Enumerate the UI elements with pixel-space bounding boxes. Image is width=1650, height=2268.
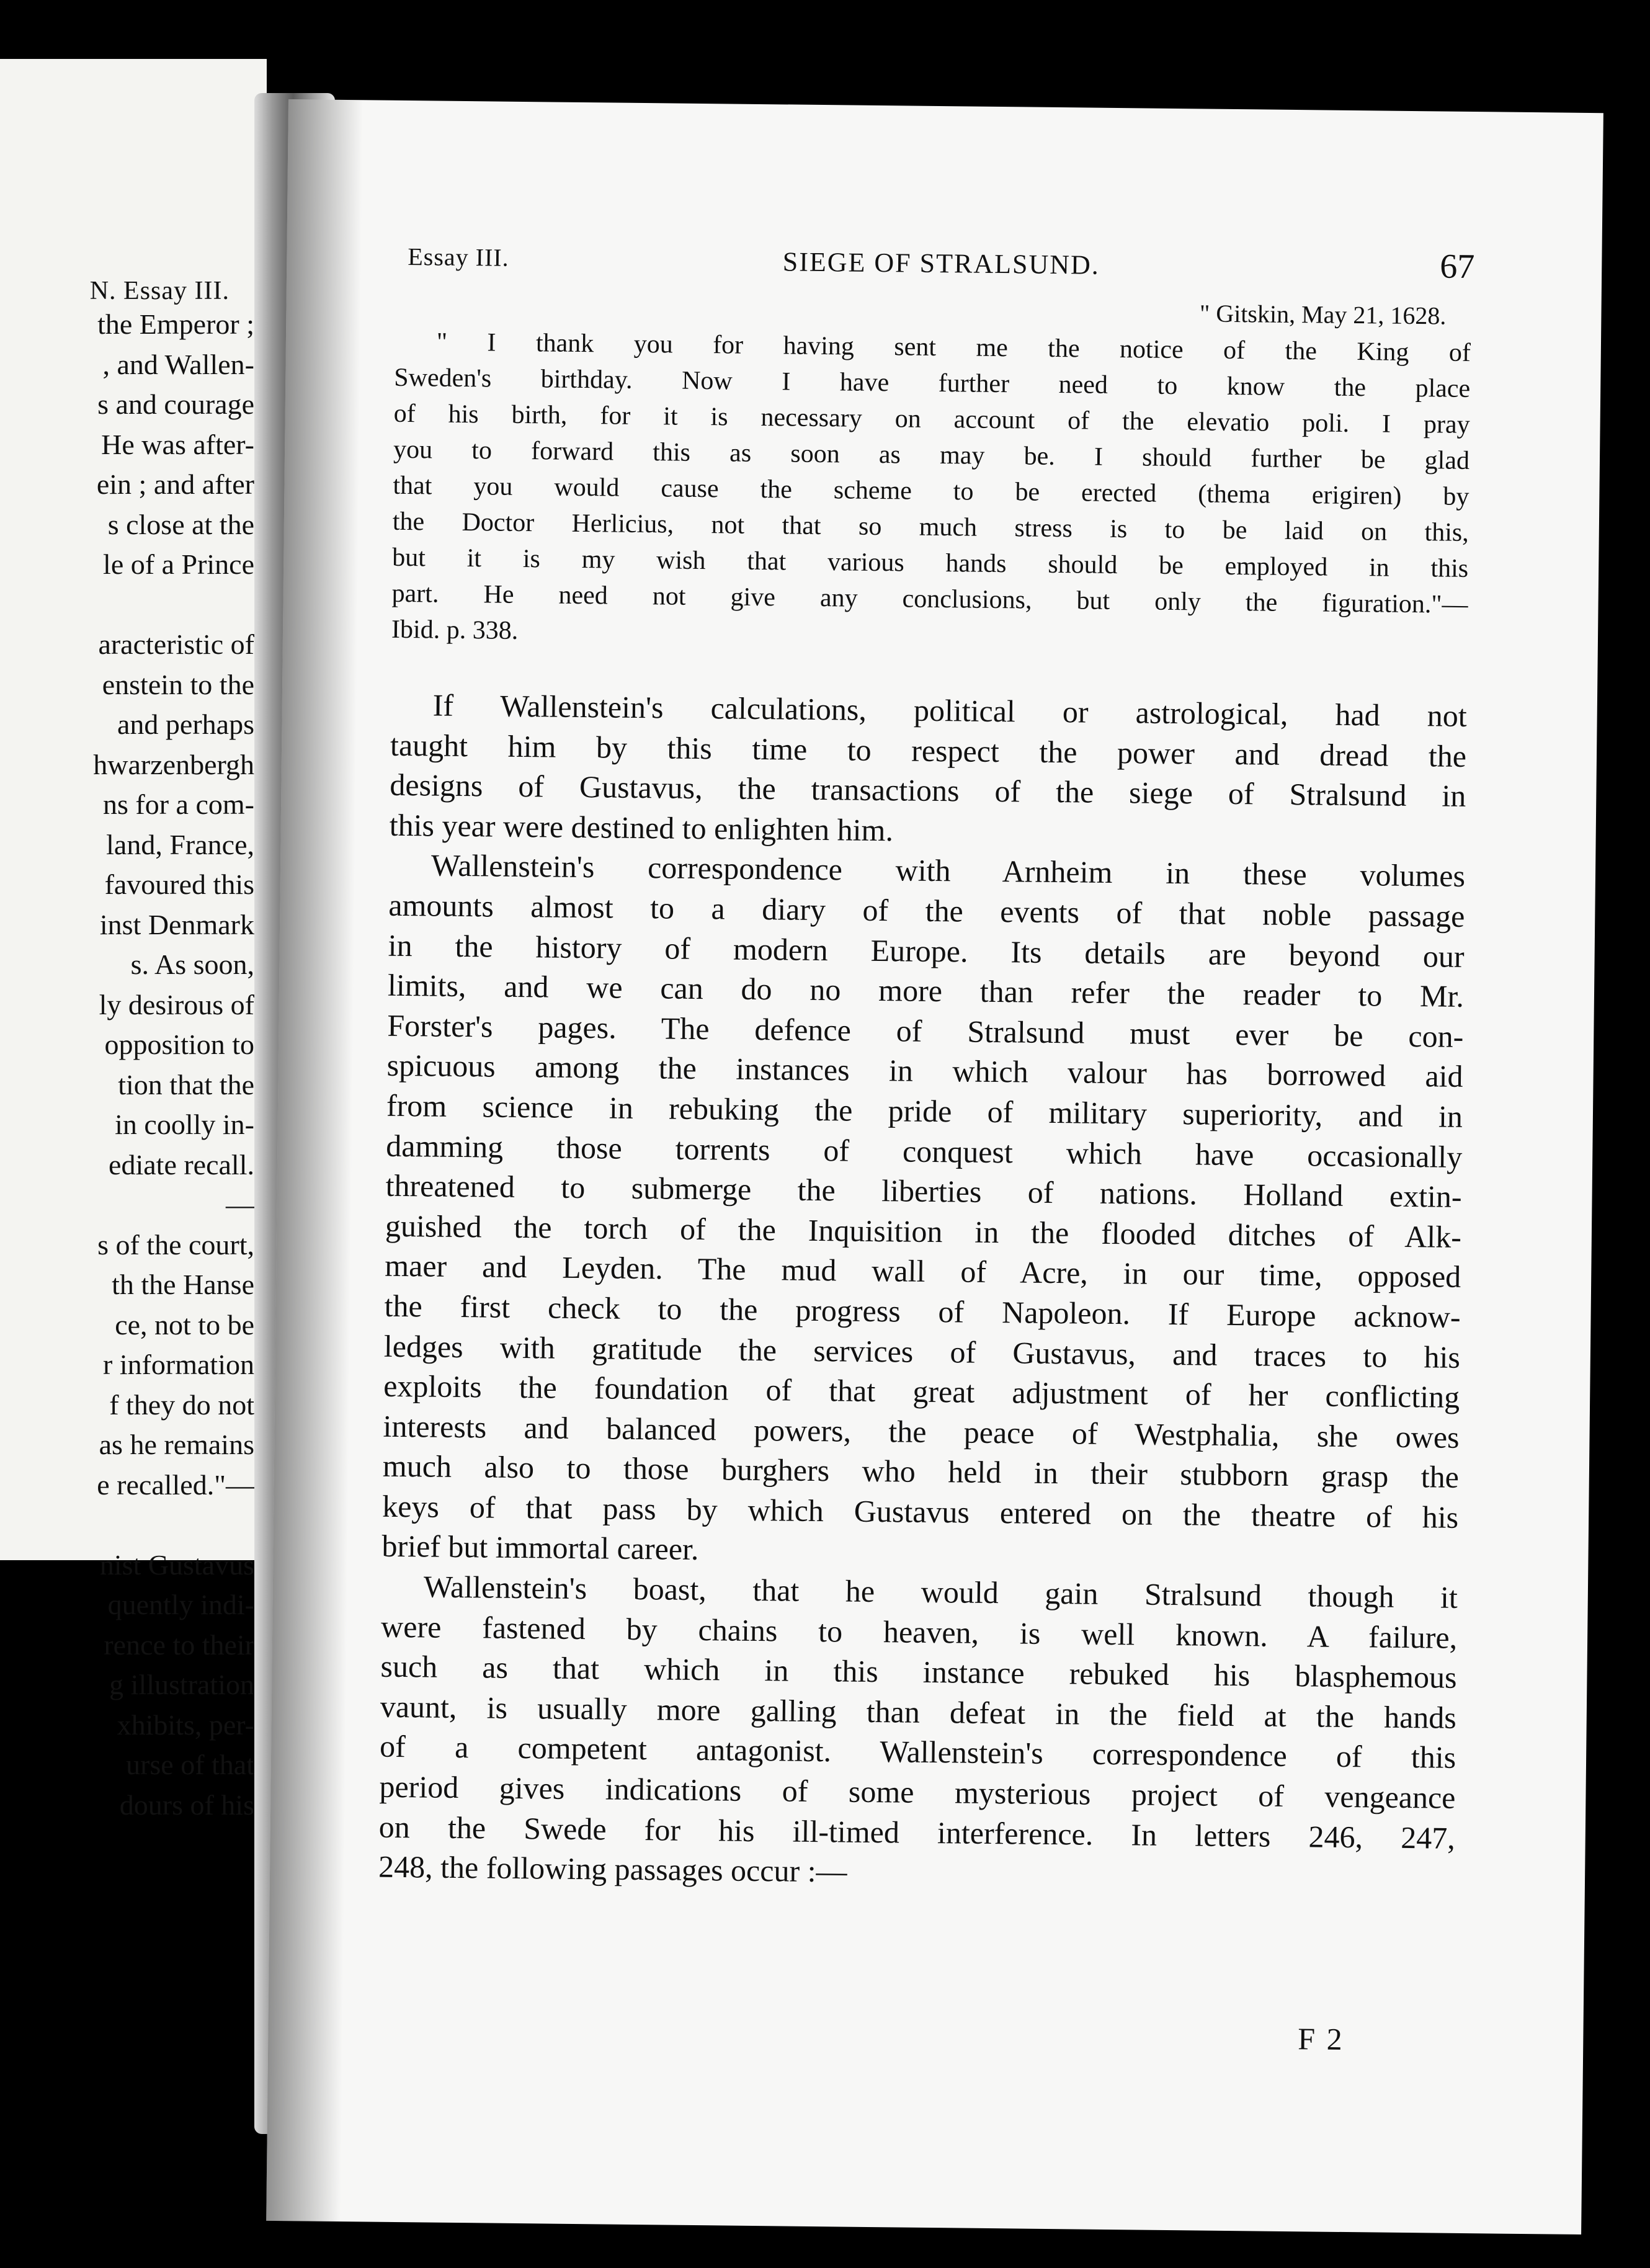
text-line: spicuous among the instances in which valour has borrowed aid [386, 1048, 1463, 1094]
quote-line: part. He need not give any conclusions, but only the figuration."— [391, 579, 1468, 619]
running-head-left: Essay III. [408, 243, 509, 272]
text-line: vaunt, is usually more galling than defeat in the field at the hands [380, 1689, 1457, 1735]
text-line: from science in rebuking the pride of military superiority, and in [386, 1087, 1463, 1134]
left-text-line: r information [103, 1349, 254, 1380]
left-text-line: le of a Prince [103, 548, 254, 580]
text-line: damming those torrents of conquest which have occasionally [386, 1128, 1463, 1174]
left-text-line: as he remains [99, 1429, 254, 1460]
left-text-line: urse of that [126, 1749, 254, 1780]
left-text-line: He was after- [101, 428, 254, 460]
left-text-line: s and courage [97, 388, 254, 420]
left-text-line: inst Denmark [99, 908, 254, 940]
text-line: amounts almost to a diary of the events of that noble passage [388, 887, 1465, 934]
left-text-line: ly desirous of [99, 988, 254, 1020]
left-text-line: s of the court, [97, 1228, 254, 1261]
left-text-line: opposition to [104, 1029, 254, 1060]
left-text-line: g illustration [109, 1669, 254, 1700]
left-text-line: s. As soon, [130, 949, 254, 980]
left-text-line [0, 1505, 254, 1545]
body-text [378, 287, 1471, 1898]
left-text-line: favoured this [104, 868, 254, 900]
left-text-line: quently indi- [107, 1589, 254, 1620]
left-text-line: e recalled."— [97, 1468, 254, 1501]
paragraph-2 [381, 845, 1465, 1578]
left-text-line: land, France, [106, 828, 254, 860]
left-text-line: ns for a com- [103, 788, 254, 820]
text-line: interests and balanced powers, the peace of Westphalia, she owes [383, 1408, 1460, 1455]
running-title: SIEGE OF STRALSUND. [782, 246, 1100, 280]
text-line: Wallenstein's correspondence with Arnheim in these volumes [430, 847, 1466, 894]
left-text-line: f they do not [109, 1388, 254, 1421]
left-text-line: xhibits, per- [117, 1708, 254, 1741]
text-line: Wallenstein's boast, that he would gain Stralsund though it [423, 1569, 1458, 1615]
text-line: taught him by this time to respect the power and dread the [390, 727, 1467, 774]
text-line: designs of Gustavus, the transactions of the siege of Stralsund in [390, 767, 1466, 814]
text-line: threatened to submerge the liberties of nations. Holland extin- [385, 1167, 1462, 1215]
left-page [0, 59, 267, 1821]
text-line: If Wallenstein's calculations, political or astrological, had not [432, 687, 1467, 733]
page-header [408, 236, 1475, 290]
left-text-line: rence to their [104, 1628, 254, 1661]
left-text-line: — [226, 1189, 254, 1220]
text-line: Forster's pages. The defence of Stralsund must ever be con- [387, 1007, 1464, 1054]
left-text-line [0, 585, 254, 625]
paragraph-3 [378, 1566, 1458, 1898]
signature-mark: F 2 [1298, 2021, 1344, 2056]
left-text-line: ein ; and after [96, 468, 254, 500]
left-text-line: th the Hanse [112, 1269, 254, 1300]
quote-line: Sweden's birthday. Now I have further need to know the place [394, 363, 1471, 403]
block-quote [391, 324, 1471, 659]
left-text-line: , and Wallen- [102, 348, 254, 380]
text-line: in the history of modern Europe. Its details are beyond our [388, 927, 1465, 974]
text-line: maer and Leyden. The mud wall of Acre, in our time, opposed [385, 1248, 1461, 1295]
quote-line: the Doctor Herlicius, not that so much stress is to be laid on this, [392, 507, 1469, 547]
left-text-line: aracteristic of [98, 628, 254, 660]
text-line: ledges with gratitude the services of Gustavus, and traces to his [383, 1328, 1461, 1375]
text-line: guished the torch of the Inquisition in the flooded ditches of Alk- [385, 1208, 1462, 1254]
text-line: period gives indications of some mysterious project of vengeance [379, 1769, 1456, 1815]
left-text-line: hwarzenbergh [93, 748, 254, 780]
left-text-line: and perhaps [117, 708, 254, 740]
left-text-line: ediate recall. [109, 1148, 254, 1181]
text-line: this year were destined to enlighten him. [389, 807, 894, 848]
left-text-line: in coolly in- [115, 1109, 254, 1140]
text-line: 248, the following passages occur :— [378, 1849, 847, 1889]
text-line: brief but immortal career. [381, 1529, 699, 1567]
text-line: limits, and we can do no more than refer the reader to Mr. [387, 967, 1465, 1014]
page-number: 67 [1439, 247, 1475, 287]
left-page-text [0, 305, 254, 1825]
left-text-line: dours of his [119, 1788, 254, 1821]
text-line: on the Swede for his ill-timed interference. In letters 246, 247, [378, 1809, 1456, 1855]
left-text-line: enstein to the [102, 668, 254, 700]
left-text-line: s close at the [107, 508, 254, 540]
text-line: keys of that pass by which Gustavus entered on the theatre of his [381, 1488, 1459, 1535]
text-line: were fastened by chains to heaven, is well known. A failure, [380, 1609, 1458, 1655]
left-text-line: the Emperor ; [97, 308, 254, 340]
left-text-line: nist Gustavus [99, 1548, 254, 1581]
quote-line: " I thank you for having sent me the notice of the King of [436, 328, 1471, 367]
quote-line: you to forward this as soon as may be. I should further be glad [393, 435, 1470, 475]
paragraph-1 [389, 685, 1467, 857]
quote-line: that you would cause the scheme to be erected (thema erigiren) by [393, 471, 1469, 511]
right-page [266, 99, 1603, 2235]
text-line: of a competent antagonist. Wallenstein's correspondence of this [379, 1729, 1456, 1775]
left-running-head: N. Essay III. [89, 277, 230, 305]
left-text-line: tion that the [118, 1068, 254, 1101]
text-line: exploits the foundation of that great adjustment of her conflicting [383, 1368, 1460, 1414]
left-text-line: ce, not to be [115, 1308, 254, 1341]
letter-dateline: " Gitskin, May 21, 1628. [1199, 299, 1447, 330]
text-line: such as that which in this instance rebuked his blasphemous [380, 1648, 1457, 1695]
quote-line: Ibid. p. 338. [391, 615, 519, 645]
quote-line: but it is my wish that various hands should be employed in this [392, 543, 1469, 583]
quote-line: of his birth, for it is necessary on account of the elevatio poli. I pray [393, 399, 1470, 439]
text-line: the first check to the progress of Napoleon. If Europe acknow- [384, 1288, 1461, 1334]
text-line: much also to those burghers who held in their stubborn grasp the [382, 1448, 1460, 1495]
